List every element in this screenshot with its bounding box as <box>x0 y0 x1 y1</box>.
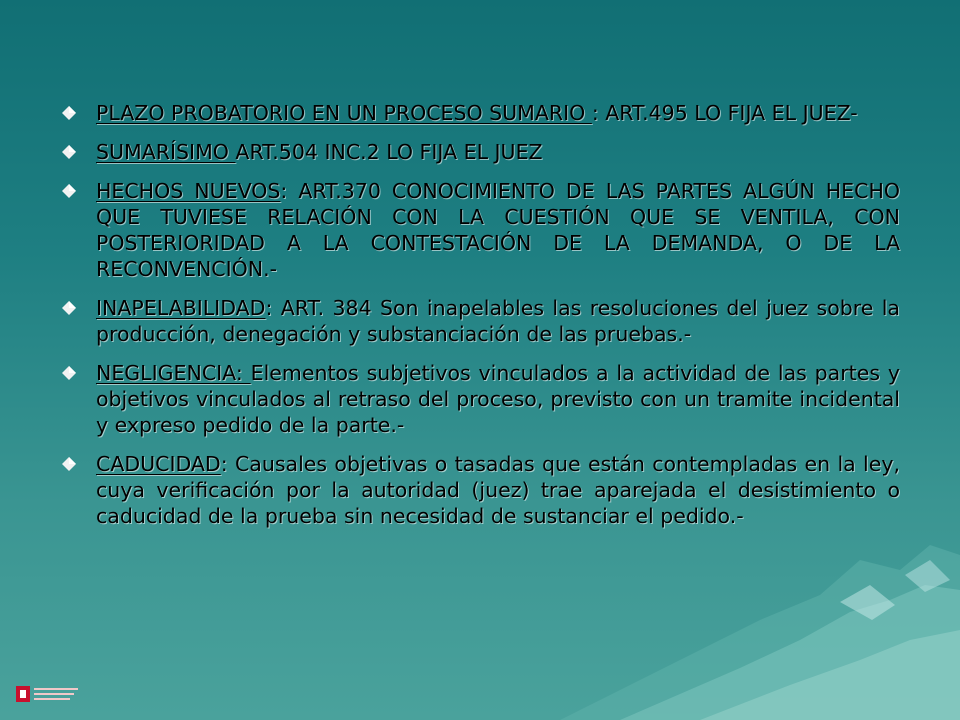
bullet-plazo-probatorio <box>62 100 900 126</box>
bullet-negligencia <box>62 360 900 438</box>
bullet-text: : ART.495 LO FIJA EL JUEZ- <box>591 101 858 125</box>
bullet-text: : ART. 384 Son inapelables las resoluciones del juez sobre la producción, denegación y substanciación de las pruebas.- <box>96 296 900 346</box>
bullet-list <box>62 100 900 542</box>
institution-logo-icon <box>14 682 84 706</box>
diamond-bullet-icon <box>62 184 76 198</box>
bullet-term: HECHOS NUEVOS <box>96 179 281 203</box>
bullet-term: CADUCIDAD <box>96 452 221 476</box>
diamond-bullet-icon <box>62 106 76 120</box>
diamond-bullet-icon <box>62 366 76 380</box>
bullet-text: Elementos subjetivos vinculados a la actividad de las partes y objetivos vinculados al retraso del proceso, previsto con un tramite incidental y expreso pedido de la parte.- <box>96 361 901 437</box>
diamond-bullet-icon <box>62 301 76 315</box>
bullet-term: NEGLIGENCIA: <box>96 361 251 385</box>
bullet-term: INAPELABILIDAD <box>96 296 266 320</box>
bullet-hechos-nuevos <box>62 178 900 282</box>
diamond-bullet-icon <box>62 457 76 471</box>
bullet-text: : Causales objetivas o tasadas que están contempladas en la ley, cuya verificación por la autoridad (juez) trae aparejada el desistimiento o caducidad de la prueba sin necesidad de sustanciar el pedido.- <box>96 452 900 528</box>
bullet-text: ART.504 INC.2 LO FIJA EL JUEZ <box>235 140 543 164</box>
bullet-term: PLAZO PROBATORIO EN UN PROCESO SUMARIO <box>96 101 592 125</box>
bullet-sumarisimo <box>62 139 900 165</box>
diamond-bullet-icon <box>62 145 76 159</box>
bullet-text: : ART.370 CONOCIMIENTO DE LAS PARTES ALGÚN HECHO QUE TUVIESE RELACIÓN CON LA CUESTIÓN QUE SE VENTILA, CON POSTERIORIDAD A LA CONTESTACIÓN DE LA DEMANDA, O DE LA RECONVENCIÓN.- <box>96 179 900 281</box>
bullet-term: SUMARÍSIMO <box>96 140 236 164</box>
bullet-caducidad <box>62 451 900 529</box>
bullet-inapelabilidad <box>62 295 900 347</box>
